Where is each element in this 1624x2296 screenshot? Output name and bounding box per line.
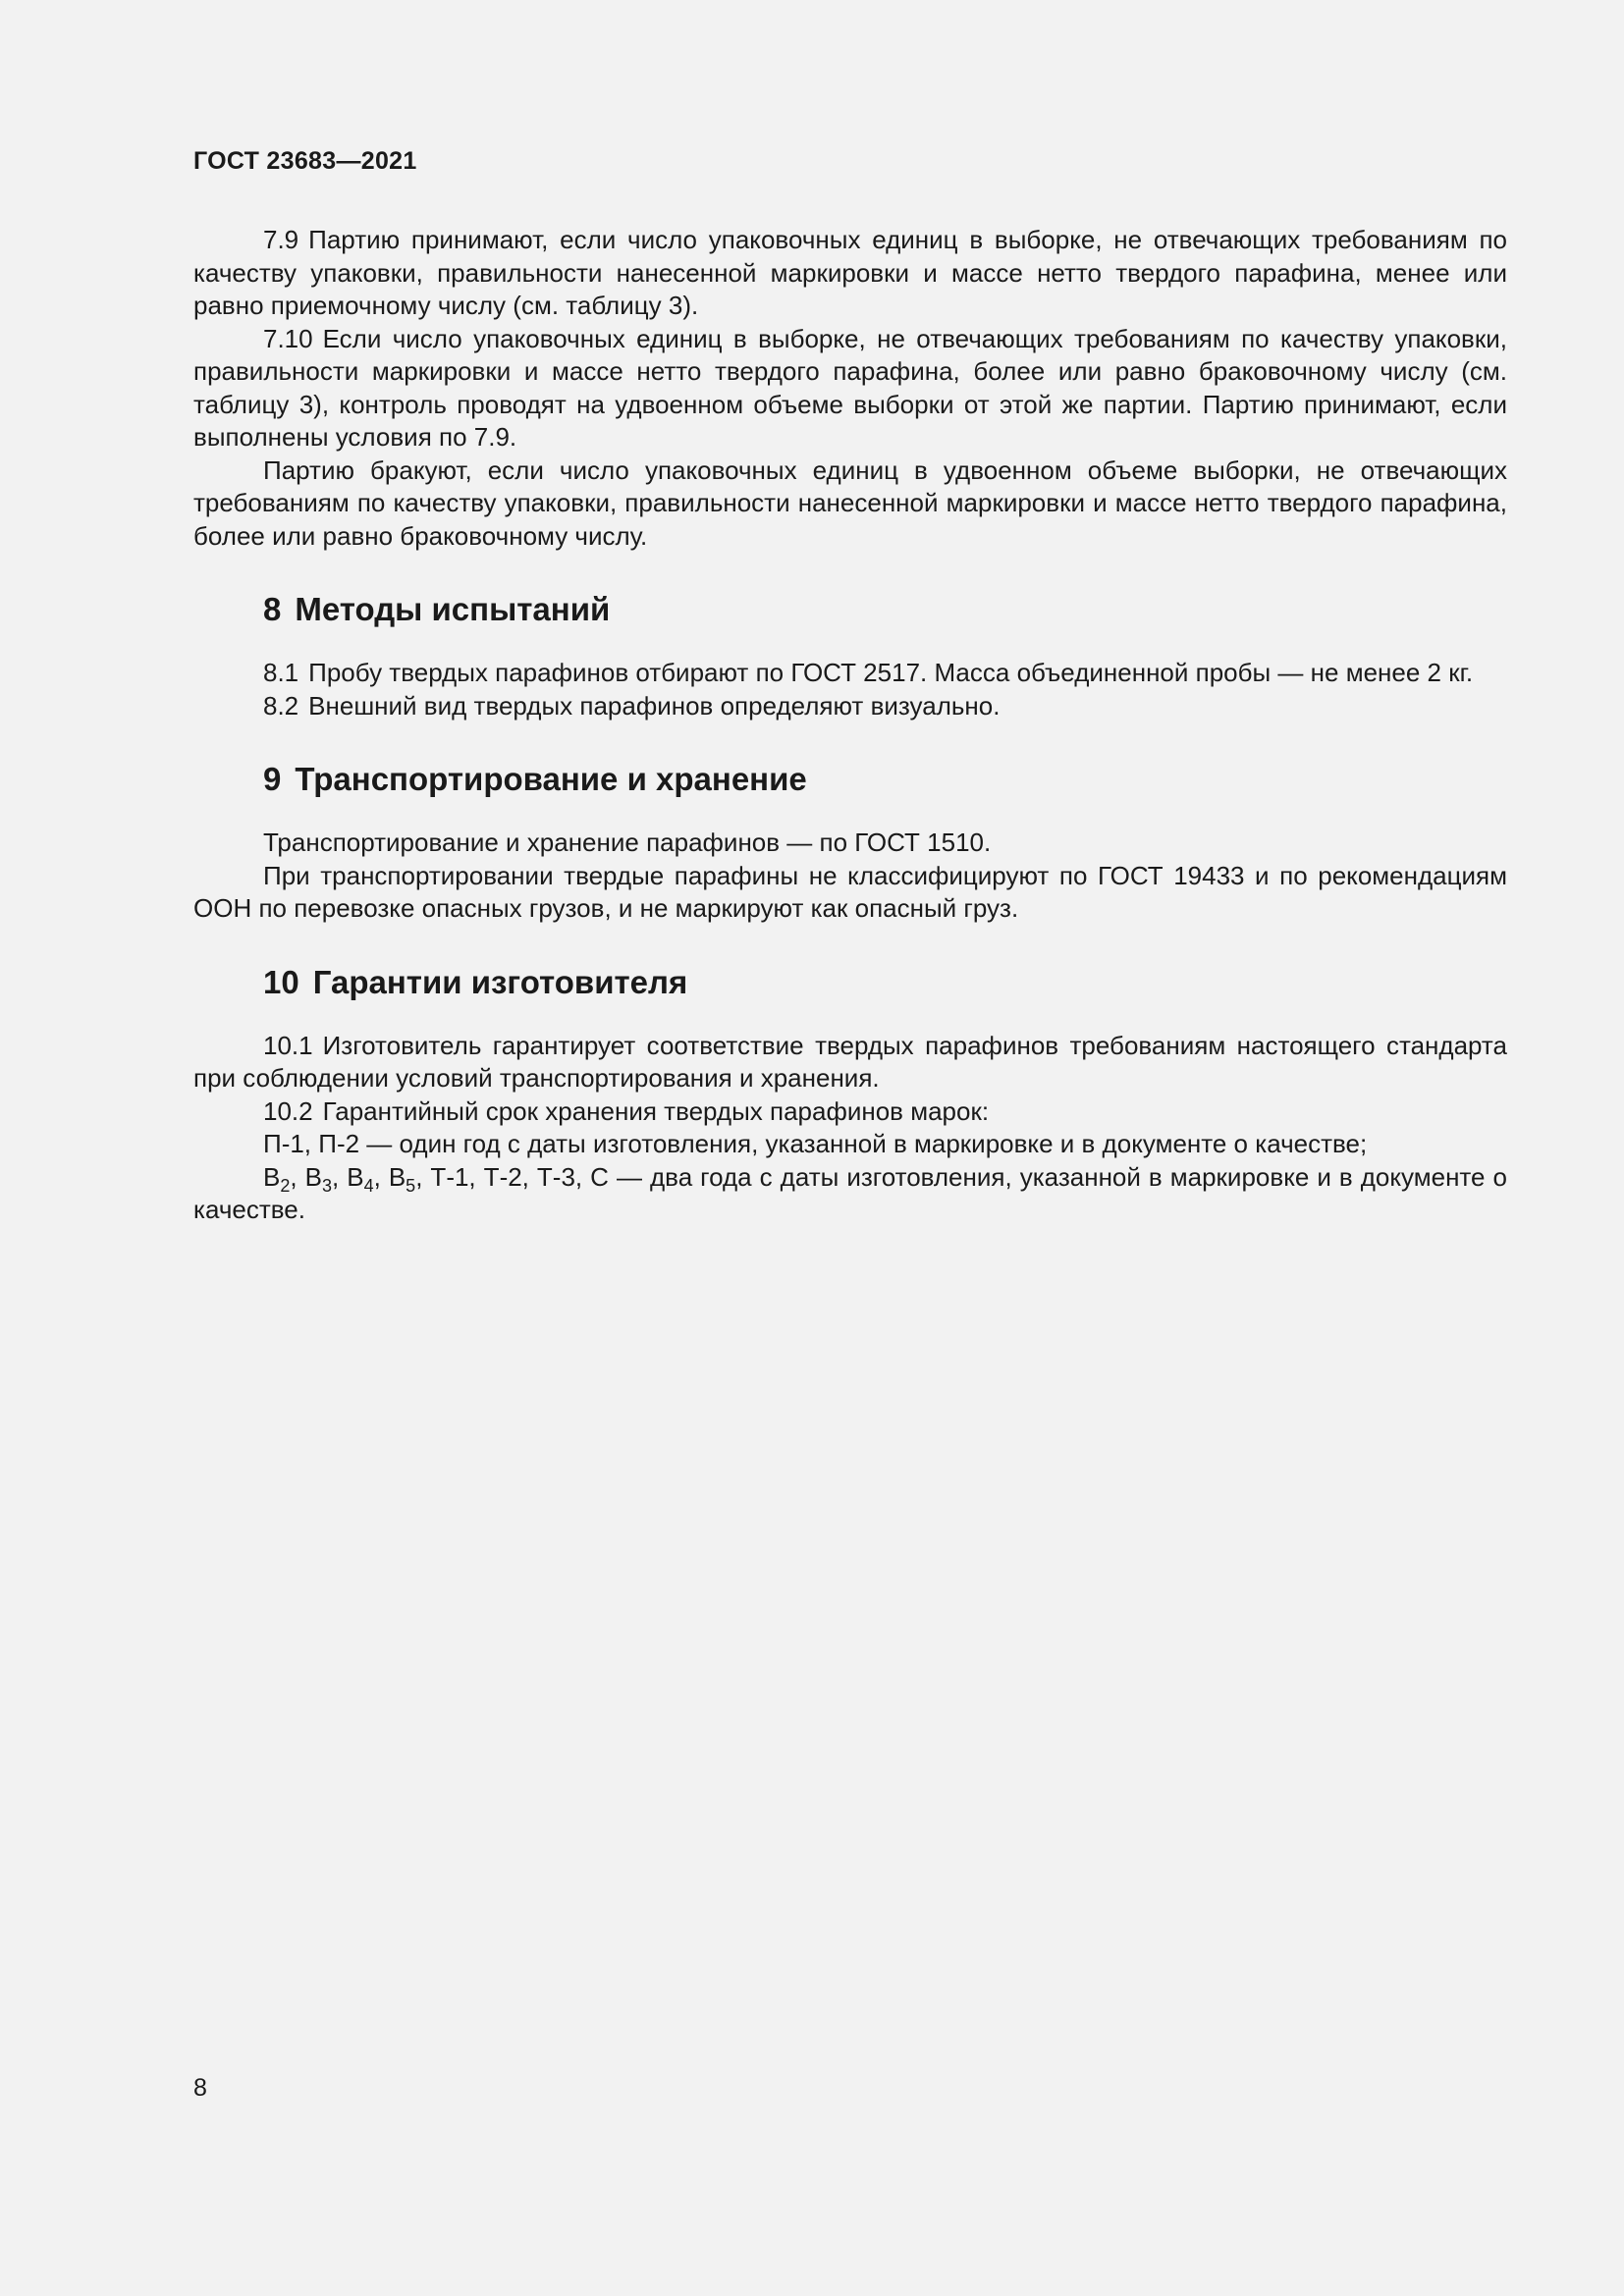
paragraph-number: 8.1 [263, 658, 299, 687]
paragraph-text: , Т-1, Т-2, Т-3, С — два года с даты изготовления, указанной в маркировке и в документе о качестве. [193, 1161, 1507, 1224]
section-title-text: Гарантии изготовителя [312, 963, 688, 1000]
section-title-text: Методы испытаний [295, 591, 611, 627]
paragraph-8-1 [193, 657, 1507, 690]
paragraph-text: Пробу твердых парафинов отбирают по ГОСТ 2517. Масса объединенной пробы — не менее 2 кг. [308, 658, 1474, 687]
section-number: 8 [263, 591, 282, 627]
paragraph-number: 10.1 [263, 1030, 313, 1060]
page-number: 8 [193, 2074, 207, 2102]
grade-separator: , [373, 1161, 389, 1192]
paragraph-number: 7.9 [263, 225, 299, 254]
document-body [193, 224, 1507, 1227]
paragraph-text: Транспортирование и хранение парафинов — по ГОСТ 1510. [263, 828, 992, 857]
paragraph-text: Изготовитель гарантирует соответствие твердых парафинов требованиям настоящего стандарта при соблюдении условий транспортирования и хранения. [193, 1030, 1507, 1093]
section-number: 10 [263, 963, 299, 1000]
section-number: 9 [263, 761, 282, 797]
paragraph-text: Гарантийный срок хранения твердых парафинов марок: [322, 1095, 990, 1126]
paragraph-text: Внешний вид твердых парафинов определяют визуально. [308, 690, 1001, 721]
section-8-title [193, 590, 1507, 629]
paragraph-number: 10.2 [263, 1095, 313, 1126]
grade-letter: В [347, 1161, 364, 1192]
section-title-text: Транспортирование и хранение [295, 761, 807, 797]
paragraph-10-2 [193, 1095, 1507, 1129]
paragraph-text: При транспортировании твердые парафины не классифицируют по ГОСТ 19433 и по рекомендациям ООН по перевозке опасных грузов, и не маркируют как опасный груз. [193, 860, 1507, 923]
document-header: ГОСТ 23683—2021 [193, 147, 417, 175]
paragraph-grades-p [193, 1128, 1507, 1161]
paragraph-number: 8.2 [263, 690, 299, 721]
paragraph-number: 7.10 [263, 323, 313, 353]
paragraph-7-9 [193, 224, 1507, 323]
paragraph-text: Если число упаковочных единиц в выборке, не отвечающих требованиям по качеству упаковки, правильности маркировки и массе нетто твердого парафина, более или равно браковочному числу (см. таблицу 3), контроль проводят на удвоенном объеме выборки от этой же партии. Партию принимают, если выполнены условия по 7.9. [193, 323, 1507, 452]
grade-subscript: 2 [280, 1175, 291, 1196]
grade-letter: В [304, 1161, 322, 1192]
paragraph-grades-b [193, 1161, 1507, 1227]
paragraph-8-2 [193, 690, 1507, 723]
paragraph-rejection [193, 454, 1507, 554]
grade-subscript: 4 [363, 1175, 374, 1196]
paragraph-text: Партию бракуют, если число упаковочных единиц в удвоенном объеме выборки, не отвечающих требованиям по качеству упаковки, правильности нанесенной маркировки и массе нетто твердого парафина, более или равно браковочному числу. [193, 454, 1507, 551]
grade-letter: В [263, 1161, 281, 1192]
grade-letter: В [388, 1161, 406, 1192]
paragraph-transport [193, 827, 1507, 860]
section-10-title [193, 963, 1507, 1002]
paragraph-10-1 [193, 1030, 1507, 1095]
paragraph-text: Партию принимают, если число упаковочных единиц в выборке, не отвечающих требованиям по качеству упаковки, правильности нанесенной маркировки и массе нетто твердого парафина, менее или равно приемочному числу (см. таблицу 3). [193, 225, 1507, 320]
paragraph-text: П-1, П-2 — один год с даты изготовления, указанной в маркировке и в документе о качестве; [263, 1129, 1368, 1158]
paragraph-7-10 [193, 323, 1507, 454]
grade-separator: , [290, 1161, 305, 1192]
grade-subscript: 5 [406, 1175, 416, 1196]
grade-separator: , [331, 1161, 348, 1192]
paragraph-transport-classification [193, 860, 1507, 926]
grade-subscript: 3 [321, 1175, 332, 1196]
section-9-title [193, 760, 1507, 799]
